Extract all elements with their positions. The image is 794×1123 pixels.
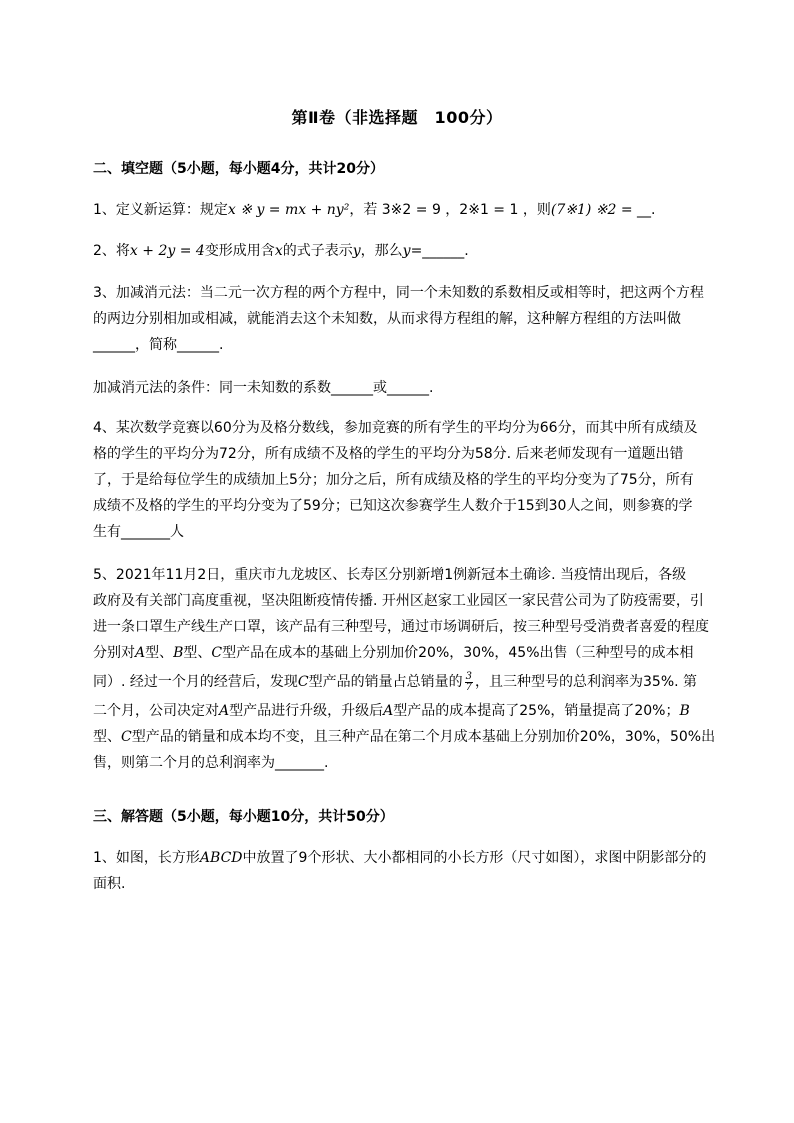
q3-line-4: 加减消元法的条件：同一未知数的系数______或______. (93, 380, 434, 396)
q5-var-a: A (383, 703, 394, 719)
q5-var-c: C (211, 645, 223, 661)
section-answer-heading: 三、解答题（5小题，每小题10分，共计50分） (93, 809, 394, 825)
q5-text: 型产品在成本的基础上分别加价20%，30%，45%出售（三种型号的成本相 (222, 645, 694, 661)
q3-line-2: 的两边分别相加或相减，就能消去这个未知数，从而求得方程组的解，这种解方程组的方法叫做 (93, 311, 681, 327)
question-4 (93, 415, 713, 545)
q2-blank: =______. (410, 243, 469, 259)
problem-1 (93, 845, 713, 897)
q5-text: 型、 (145, 645, 174, 661)
q3-line-1: 3、加减消元法：当二元一次方程的两个方程中，同一个未知数的系数相反或相等时，把这两个方程 (93, 285, 704, 301)
fraction-three-sevenths (465, 672, 473, 693)
q3-line-3: ______，简称______. (93, 337, 224, 353)
q2-text-1: 变形成用含 (204, 243, 275, 259)
q4-line-1: 4、某次数学竞赛以60分为及格分数线，参加竞赛的所有学生的平均分为66分，而其中所有成绩及 (93, 420, 698, 436)
p1-text: 1、如图，长方形 (93, 850, 200, 866)
q5-var-a: A (219, 703, 230, 719)
p1-line-2: 面积. (93, 876, 126, 892)
q5-text: 二个月，公司决定对 (93, 703, 219, 719)
q5-var-c: C (121, 729, 132, 745)
q2-text-2: 的式子表示 (282, 243, 353, 259)
q5-var-b: B (679, 703, 690, 719)
page-title: 第Ⅱ卷（非选择题 100分） (291, 108, 503, 127)
q1-lead: 1、定义新运算：规定 (93, 202, 228, 218)
question-1 (93, 197, 713, 223)
q5-line-7 (93, 724, 716, 750)
q5-text: 型产品的成本提高了25%，销量提高了20%； (393, 703, 680, 719)
q5-text: 型产品的销量占总销量的 (308, 674, 463, 690)
q5-line-4 (93, 640, 713, 666)
q5-text: 同）. 经过一个月的经营后，发现 (93, 674, 298, 690)
q2-var-y-2: y (402, 243, 411, 259)
q1-expression: x ※ y = mx + ny² (227, 202, 350, 218)
q5-var-c: C (297, 674, 309, 690)
q5-text: 型产品进行升级，升级后 (229, 703, 384, 719)
q4-line-5: 生有_______人 (93, 524, 184, 540)
question-3 (93, 280, 713, 358)
question-2 (93, 238, 713, 264)
p1-rect-label: ABCD (199, 850, 243, 866)
q5-var-a: A (135, 645, 146, 661)
q4-line-3: 了，于是给每位学生的成绩加上5分；加分之后，所有成绩及格的学生的平均分变为了75分，所有 (93, 472, 694, 488)
q5-line-6 (93, 698, 713, 724)
question-5 (93, 562, 716, 776)
p1-line-1 (93, 845, 713, 871)
q5-text: 型、 (93, 729, 121, 745)
q4-line-2: 格的学生的平均分为72分，所有成绩不及格的学生的平均分为58分. 后来老师发现有一道题出错 (93, 446, 684, 462)
q5-line-1: 5、2021年11月2日，重庆市九龙坡区、长寿区分别新增1例新冠本土确诊. 当疫情出现后，各级 (93, 567, 687, 583)
q5-text: 型产品的销量和成本均不变，且三种产品在第二个月成本基础上分别加价20%，30%，50%出 (131, 729, 716, 745)
question-3-condition (93, 375, 713, 401)
q5-line-2: 政府及有关部门高度重视，坚决阻断疫情传播. 开州区赵家工业园区一家民营公司为了防疫需要，引 (93, 593, 704, 609)
q2-text-3: ，那么 (360, 243, 403, 259)
q5-line-5 (93, 666, 713, 698)
q5-text: 型、 (183, 645, 212, 661)
q5-text: 分别对 (93, 645, 135, 661)
q1-expression-2: (7※1) ※2 (550, 202, 617, 218)
q1-condition: ，若 3※2 = 9 ，2※1 = 1 ，则 (349, 202, 551, 218)
section-fill-in-heading: 二、填空题（5小题，每小题4分，共计20分） (93, 161, 384, 177)
fraction-denominator: 7 (465, 681, 472, 693)
p1-text: 中放置了9个形状、大小都相同的小长方形（尺寸如图），求图中阴影部分的 (242, 850, 707, 866)
q2-lead: 2、将 (93, 243, 130, 259)
q2-var-x: x (274, 243, 283, 259)
fraction-numerator: 3 (465, 670, 472, 682)
q2-equation: x + 2y = 4 (129, 243, 205, 259)
q5-line-8: 售，则第二个月的总利润率为_______. (93, 755, 329, 771)
q5-var-b: B (173, 645, 184, 661)
q5-text: ，且三种型号的总利润率为35%. 第 (475, 674, 698, 690)
q5-line-3: 进一条口罩生产线生产口罩，该产品有三种型号，通过市场调研后，按三种型号受消费者喜爱的程度 (93, 619, 709, 635)
q1-blank: = __. (616, 202, 656, 218)
q4-line-4: 成绩不及格的学生的平均分变为了59分；已知这次参赛学生人数介于15到30人之间，则参赛的学 (93, 498, 693, 514)
q2-var-y: y (352, 243, 361, 259)
